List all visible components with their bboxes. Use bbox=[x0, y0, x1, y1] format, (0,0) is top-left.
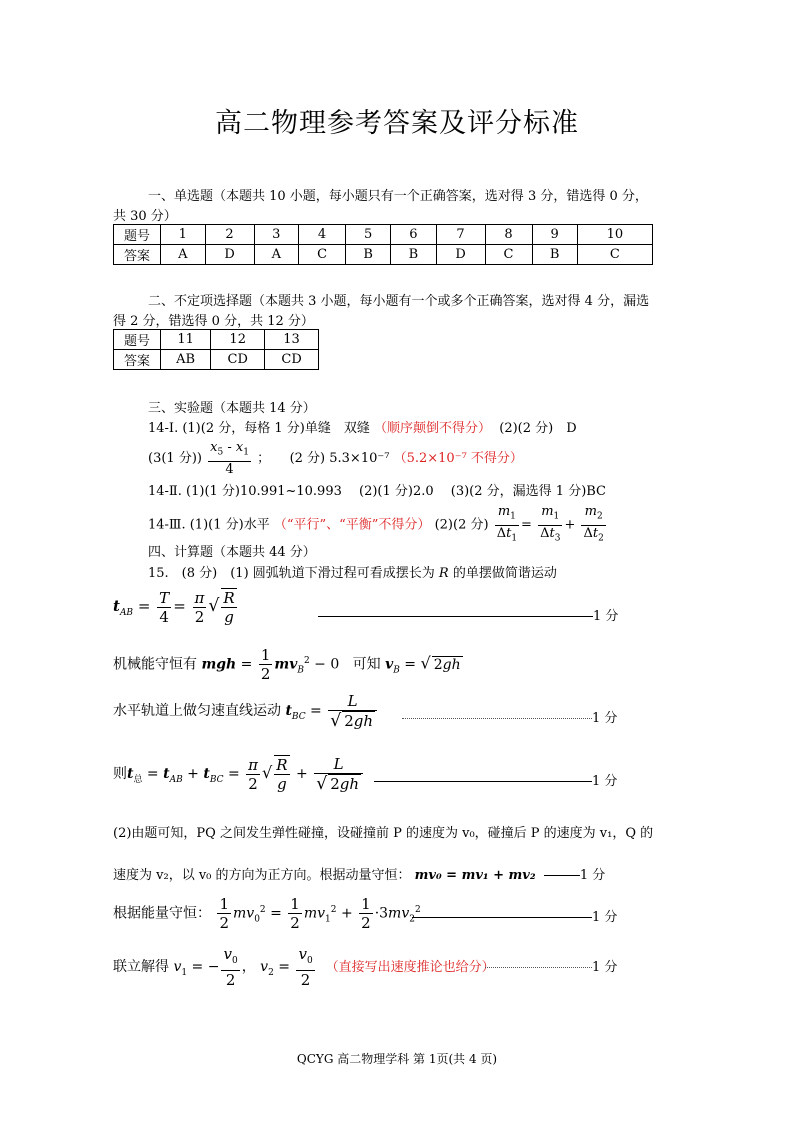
score-label: 1 分 bbox=[579, 868, 606, 883]
page-footer: QCYG 高二物理学科 第 1页(共 4 页) bbox=[296, 1052, 498, 1066]
table-cell: 9 bbox=[532, 225, 577, 245]
formula-x5-minus-x1-over-4: $\frac{x_5 - x_1}{4}$ bbox=[210, 440, 249, 477]
score-label: 1 分 bbox=[592, 774, 618, 789]
score-label: 1 分 bbox=[592, 910, 618, 925]
q15-intro-symbol: R bbox=[438, 566, 449, 581]
table-cell: D bbox=[436, 245, 485, 265]
row-label: 答案 bbox=[114, 350, 161, 370]
section2-heading-cont: 得 2 分，错选得 0 分，共 12 分） bbox=[113, 314, 314, 329]
score-label: 1 分 bbox=[592, 960, 618, 975]
table-row bbox=[114, 330, 319, 350]
table-row bbox=[114, 350, 319, 370]
table-cell: C bbox=[299, 245, 346, 265]
score-line-5 bbox=[485, 956, 617, 975]
q14-1-line bbox=[148, 417, 577, 436]
table-cell: 11 bbox=[161, 330, 211, 350]
table-cell: 5 bbox=[346, 225, 391, 245]
page-title: 高二物理参考答案及评分标准 bbox=[215, 108, 579, 139]
table-cell: 2 bbox=[205, 225, 254, 245]
energy-text: 机械能守恒有 bbox=[113, 656, 197, 673]
table-cell: CD bbox=[265, 350, 319, 370]
q14-1-answer: 14-Ⅰ. (1)(2 分，每格 1 分)单缝 双缝 bbox=[148, 421, 370, 436]
score-label: 1 分 bbox=[593, 609, 619, 624]
q14-1-part3-line bbox=[148, 440, 523, 477]
q15-intro-text: 15. (8 分) (1) 圆弧轨道下滑过程可看成摆长为 bbox=[148, 566, 439, 581]
section1-heading: 一、单选题（本题共 10 小题，每小题只有一个正确答案，选对得 3 分，错选得 0 分， bbox=[148, 189, 648, 204]
table-cell: 12 bbox=[211, 330, 265, 350]
section2-answer-table bbox=[113, 329, 319, 370]
table-cell: 7 bbox=[436, 225, 485, 245]
solution-text: 联立解得 bbox=[113, 959, 169, 975]
section2-heading: 二、不定项选择题（本题共 3 小题，每小题有一个或多个正确答案，选对得 4 分，漏选 bbox=[148, 294, 650, 309]
table-cell: 8 bbox=[485, 225, 532, 245]
table-cell: 6 bbox=[391, 225, 436, 245]
q14-3-answer: 14-Ⅲ. (1)(1 分)水平 bbox=[148, 517, 270, 533]
energy-conservation-line: 机械能守恒有 mgh = $\frac{1}{2}$ $mv_B^2 - 0$ 可知 $v_B$ = √ 2gh bbox=[113, 646, 461, 683]
table-cell: D bbox=[205, 245, 254, 265]
score-line-2 bbox=[402, 707, 617, 726]
total-time-line: 则$t_总 = t_{AB} + t_{BC}$ = $\frac{\pi}{2}$ √ $\frac{R}{g}$ + $\frac{L}{√ 2gh}$ bbox=[113, 755, 365, 793]
table-cell: A bbox=[254, 245, 299, 265]
row-label: 答案 bbox=[114, 245, 161, 265]
q14-2-line: 14-Ⅱ. (1)(1 分)10.991~10.993 (2)(1 分)2.0 (3)(2 分，漏选得 1 分)BC bbox=[148, 484, 607, 499]
table-cell: B bbox=[346, 245, 391, 265]
q14-1-part3-label: (3(1 分)) bbox=[148, 450, 202, 466]
table-cell: 3 bbox=[254, 225, 299, 245]
formula-m1-dt1: $\frac{m_1}{\Delta t_1}$ bbox=[496, 504, 518, 544]
momentum-equation: mv₀ = mv₁ + mv₂ bbox=[414, 868, 536, 883]
table-cell: 4 bbox=[299, 225, 346, 245]
table-cell: B bbox=[532, 245, 577, 265]
solution-line: 联立解得 $v_1$ = − $\frac{v_0}{2}$ ， $v_2$ = $\frac{v_0}{2}$ （直接写出速度推论也给分） bbox=[113, 945, 495, 989]
energy-equation-text: 根据能量守恒： bbox=[113, 905, 211, 922]
score-line-1 bbox=[318, 605, 618, 624]
energy-text-2: 可知 bbox=[352, 656, 381, 673]
table-cell: CD bbox=[211, 350, 265, 370]
part2-intro-line2 bbox=[113, 864, 605, 883]
q14-3-part2: (2)(2 分) bbox=[434, 517, 489, 533]
row-label: 题号 bbox=[114, 330, 161, 350]
q14-1-note: （顺序颠倒不得分） bbox=[373, 421, 491, 436]
table-cell: 10 bbox=[577, 225, 652, 245]
section4-heading: 四、计算题（本题共 44 分） bbox=[148, 545, 316, 560]
formula-m1-dt3: $\frac{m_1}{\Delta t_3}$ bbox=[540, 504, 561, 544]
section1-answer-table bbox=[113, 224, 653, 265]
q14-1-part3-note: （5.2×10⁻⁷ 不得分） bbox=[393, 450, 523, 466]
energy-equation-line: 根据能量守恒： $\frac{1}{2}$ $mv_0^2$ = $\frac{1}{2}$ $mv_1^2$ + $\frac{1}{2}$ $\cdot 3mv_2^2$ bbox=[113, 895, 421, 932]
section1-heading-cont: 共 30 分） bbox=[113, 209, 177, 224]
table-cell: B bbox=[391, 245, 436, 265]
table-cell: C bbox=[485, 245, 532, 265]
table-cell: C bbox=[577, 245, 652, 265]
solution-note: （直接写出速度推论也给分） bbox=[325, 960, 495, 975]
q14-3-line: 14-Ⅲ. (1)(1 分)水平 （“平行”、“平衡”不得分） (2)(2 分) $\frac{m_1}{\Delta t_1}$ = $\frac{m_1}{\Delta t_3}$ + $\frac{m_2}{\Delta t_2}$ bbox=[148, 504, 608, 546]
table-cell: 1 bbox=[161, 225, 206, 245]
score-line-4 bbox=[412, 906, 617, 925]
score-label: 1 分 bbox=[592, 711, 618, 726]
table-cell: A bbox=[161, 245, 206, 265]
q14-3-note: （“平行”、“平衡”不得分） bbox=[273, 517, 431, 533]
table-row bbox=[114, 225, 653, 245]
section3-heading: 三、实验题（本题共 14 分） bbox=[148, 401, 316, 416]
bc-text: 水平轨道上做匀速直线运动 bbox=[113, 703, 281, 719]
table-row bbox=[114, 245, 653, 265]
q14-1-part3-answer: ； (2 分) 5.3×10⁻⁷ bbox=[257, 450, 390, 466]
part2-text: 速度为 v₂，以 v₀ 的方向为正方向。根据动量守恒： bbox=[113, 868, 411, 883]
total-text: 则 bbox=[113, 766, 127, 782]
bc-motion-line: 水平轨道上做匀速直线运动 $t_{BC}$ = $\frac{L}{√ 2gh}$ bbox=[113, 692, 379, 730]
part2-intro-line1: (2)由题可知，PQ 之间发生弹性碰撞，设碰撞前 P 的速度为 v₀，碰撞后 P 的速度为 v₁，Q 的 bbox=[113, 826, 654, 841]
table-cell: 13 bbox=[265, 330, 319, 350]
formula-t-ab: $t_{AB}$ = $\frac{T}{4}$ = $\frac{\pi}{2}$ √ $\frac{R}{g}$ bbox=[113, 588, 235, 626]
score-line-3 bbox=[374, 770, 617, 789]
formula-m2-dt2: $\frac{m_2}{\Delta t_2}$ bbox=[583, 504, 604, 544]
q15-intro bbox=[148, 562, 557, 581]
q14-1-part2: (2)(2 分) D bbox=[499, 421, 577, 436]
q15-intro-text-end: 的单摆做简谐运动 bbox=[448, 566, 557, 581]
table-cell: AB bbox=[161, 350, 211, 370]
row-label: 题号 bbox=[114, 225, 161, 245]
